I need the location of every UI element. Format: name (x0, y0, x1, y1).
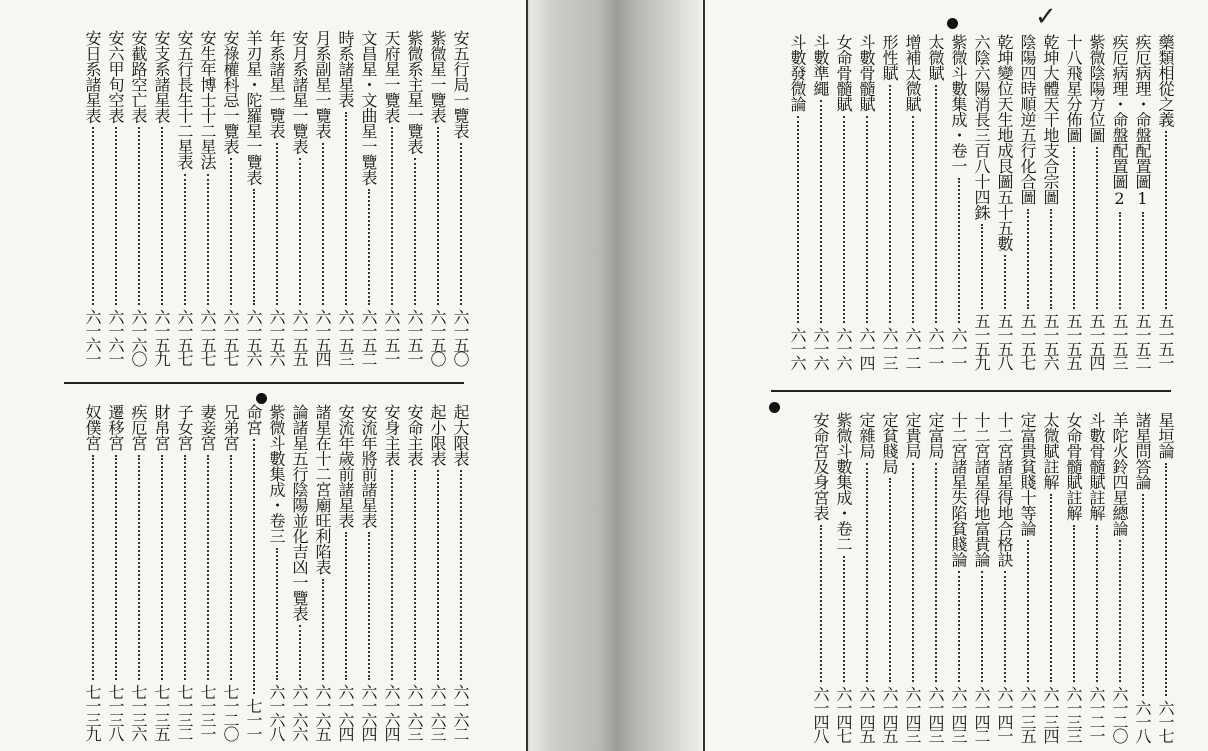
toc-entry-page-number: 五一五六 (1041, 313, 1060, 369)
toc-entry (924, 34, 947, 369)
toc-entry (1039, 34, 1062, 369)
toc-entry-title: 六陰六陽消長三百八十四銖 (972, 34, 991, 220)
dot-leader (1050, 494, 1052, 683)
toc-entry-page-number: 七一三八 (106, 684, 125, 740)
dot-leader (820, 100, 822, 323)
dot-leader (276, 548, 278, 681)
toc-entry (357, 30, 380, 365)
toc-entry-page-number: 五一五二 (1133, 313, 1152, 369)
dot-leader (138, 455, 140, 681)
toc-entry-page-number: 六一四三 (949, 686, 968, 742)
dot-leader (797, 116, 799, 324)
toc-entry-title: 安六甲旬空表 (106, 30, 125, 123)
toc-entry-title: 時系諸星表 (336, 30, 355, 108)
toc-entry-page-number: 六一六〇 (129, 309, 148, 365)
toc-entry-page-number: 七一一 (244, 698, 263, 740)
dot-leader (115, 455, 117, 681)
toc-entry-title: 疾厄病理・命盤配置圖1 (1133, 34, 1152, 208)
dot-leader (460, 143, 462, 306)
dot-leader (866, 463, 868, 683)
dot-leader (1027, 209, 1029, 310)
toc-entry (196, 404, 219, 740)
toc-entry-page-number: 七一三一 (198, 684, 217, 740)
toc-entry-title: 安支系諸星表 (152, 30, 171, 123)
toc-entry (878, 412, 901, 742)
toc-entry-page-number: 六一五〇 (451, 309, 470, 365)
toc-entry-title: 十二宮諸星得地合格訣 (995, 412, 1014, 567)
toc-entry (127, 404, 150, 740)
toc-entry-page-number: 五一五一 (1156, 313, 1175, 369)
toc-entry (855, 34, 878, 369)
toc-entry-page-number: 六一五一 (382, 309, 401, 365)
toc-entry-page-number: 六一四二 (972, 686, 991, 742)
toc-entry-title: 諸星問答論 (1133, 412, 1152, 490)
toc-entry (311, 404, 334, 740)
dot-leader (184, 174, 186, 306)
toc-entry-page-number: 七一三六 (129, 684, 148, 740)
toc-entry-page-number: 七一二〇 (221, 684, 240, 740)
toc-entry (426, 404, 449, 740)
toc-entry (288, 30, 311, 365)
toc-entry-page-number: 六一六四 (359, 684, 378, 740)
toc-entry-page-number: 六一八 (1133, 700, 1152, 742)
dot-leader (935, 85, 937, 324)
toc-entry (878, 34, 901, 369)
dot-leader (889, 478, 891, 682)
toc-entry-title: 增補太微賦 (903, 34, 922, 112)
toc-entry-title: 星垣論 (1156, 412, 1175, 459)
toc-entry (924, 412, 947, 742)
toc-entry (947, 412, 970, 742)
dot-leader (299, 625, 301, 680)
toc-entry-page-number: 六一六四 (336, 684, 355, 740)
toc-entry (449, 404, 472, 740)
toc-entry-page-number: 六一六六 (290, 684, 309, 740)
toc-entry (449, 30, 472, 365)
dot-leader (276, 143, 278, 306)
left-page (0, 0, 528, 751)
toc-entry (1108, 34, 1131, 369)
toc-entry (242, 404, 265, 740)
dot-leader (414, 470, 416, 680)
toc-entry-page-number: 五一五八 (995, 313, 1014, 369)
toc-entry-title: 羊陀火鈴四星總論 (1110, 412, 1129, 536)
dot-leader (322, 579, 324, 681)
toc-entry (1016, 34, 1039, 369)
dot-leader (322, 143, 324, 306)
dot-leader (414, 158, 416, 305)
dot-leader (253, 439, 255, 694)
toc-entry-title: 安命宮及身宮表 (811, 412, 830, 521)
toc-entry-page-number: 六一五二 (359, 309, 378, 365)
dot-leader (981, 571, 983, 682)
toc-entry-title: 安截路空亡表 (129, 30, 148, 123)
toc-entry (970, 412, 993, 742)
toc-entry-title: 紫微斗數集成・卷一 (949, 34, 968, 174)
dot-leader (912, 463, 914, 683)
dot-leader (92, 127, 94, 305)
toc-entry (334, 404, 357, 740)
toc-entry (173, 30, 196, 365)
right-page-bottom-toc (767, 412, 1177, 742)
section-divider (771, 390, 1171, 392)
toc-entry-page-number: 六一六三 (428, 684, 447, 740)
toc-entry (1062, 34, 1085, 369)
toc-entry-title: 羊刃星・陀羅星一覽表 (244, 30, 263, 185)
toc-entry-title: 形性賦 (880, 34, 899, 81)
toc-entry-title: 安生年博士十二星法 (198, 30, 217, 170)
toc-entry-page-number: 五一五五 (1064, 313, 1083, 369)
toc-entry-page-number: 六一五五 (290, 309, 309, 365)
toc-entry (832, 412, 855, 742)
toc-entry-title: 安命主表 (405, 404, 424, 466)
dot-leader (958, 571, 960, 682)
toc-entry-page-number: 六一四三 (926, 686, 945, 742)
dot-leader (437, 470, 439, 680)
section-divider (64, 382, 464, 384)
dot-leader (391, 470, 393, 680)
toc-entry-page-number: 七一三二 (175, 684, 194, 740)
toc-entry (1016, 412, 1039, 742)
toc-entry-page-number: 六一六 (788, 327, 807, 369)
dot-leader (935, 463, 937, 683)
toc-entry-page-number: 六一六三 (405, 684, 424, 740)
toc-entry-title: 斗數準繩 (811, 34, 830, 96)
toc-entry-title: 疾厄宮 (129, 404, 148, 451)
toc-entry (403, 30, 426, 365)
dot-leader (207, 174, 209, 306)
toc-entry-title: 太微賦 (926, 34, 945, 81)
toc-entry-page-number: 六一六二 (451, 684, 470, 740)
toc-entry-title: 陰陽四時順逆五行化合圖 (1018, 34, 1037, 205)
toc-entry (1085, 412, 1108, 742)
toc-entry-title: 女命骨髓賦 (834, 34, 853, 112)
toc-entry-title: 十八飛星分佈圖 (1064, 34, 1083, 143)
toc-entry-title: 藥類相從之義 (1156, 34, 1175, 127)
toc-entry (1108, 412, 1131, 742)
toc-entry-page-number: 六一三四 (1041, 686, 1060, 742)
toc-entry-page-number: 六一四八 (811, 686, 830, 742)
dot-leader (230, 455, 232, 681)
toc-entry-page-number: 六一六五 (313, 684, 332, 740)
toc-entry-title: 十二宮諸星得地富貴論 (972, 412, 991, 567)
dot-leader (1119, 540, 1121, 682)
dot-leader (1165, 131, 1167, 309)
toc-entry-title: 斗數骨髓賦註解 (1087, 412, 1106, 521)
toc-entry (380, 404, 403, 740)
toc-entry-title: 兄弟宮 (221, 404, 240, 451)
toc-entry (104, 404, 127, 740)
toc-entry-title: 紫微陰陽方位圖 (1087, 34, 1106, 143)
toc-entry-title: 諸星在十二宮廟旺利陷表 (313, 404, 332, 575)
toc-entry-page-number: 六一二一 (1087, 686, 1106, 742)
toc-entry-title: 定富局 (926, 412, 945, 459)
dot-leader (161, 455, 163, 681)
dot-leader (115, 127, 117, 305)
toc-entry-title: 起大限表 (451, 404, 470, 466)
toc-entry-page-number: 五一五九 (972, 313, 991, 369)
toc-entry-page-number: 六一三三 (1064, 686, 1083, 742)
toc-entry (104, 30, 127, 365)
dot-leader (1096, 147, 1098, 310)
toc-entry-title: 乾坤大體天干地支合宗圖 (1041, 34, 1060, 205)
toc-entry-title: 斗數骨髓賦 (857, 34, 876, 112)
toc-entry (970, 34, 993, 369)
toc-entry-page-number: 六一五七 (221, 309, 240, 365)
toc-entry-title: 十二宮諸星失陷貧賤論 (949, 412, 968, 567)
toc-entry-page-number: 六一六四 (382, 684, 401, 740)
toc-entry-title: 太微賦註解 (1041, 412, 1060, 490)
toc-entry-title: 安五行長生十二星表 (175, 30, 194, 170)
dot-leader (1004, 571, 1006, 682)
toc-entry-page-number: 六一六 (834, 327, 853, 369)
dot-leader (843, 556, 845, 683)
toc-entry-page-number: 六一四一 (995, 686, 1014, 742)
toc-entry (173, 404, 196, 740)
dot-leader (207, 455, 209, 681)
toc-entry (334, 30, 357, 365)
toc-entry-title: 天府星一覽表 (382, 30, 401, 123)
right-page-top-toc (767, 34, 1177, 369)
toc-entry-title: 遷移宮 (106, 404, 125, 451)
toc-entry (127, 30, 150, 365)
toc-entry-page-number: 六一三五 (1018, 686, 1037, 742)
toc-entry-page-number: 六一五四 (313, 309, 332, 365)
toc-entry (380, 30, 403, 365)
toc-entry-page-number: 六一五六 (267, 309, 286, 365)
dot-leader (1119, 212, 1121, 310)
toc-entry (219, 30, 242, 365)
toc-entry-page-number: 六一五九 (152, 309, 171, 365)
toc-entry-page-number: 六一四五 (857, 686, 876, 742)
toc-entry (855, 412, 878, 742)
toc-entry (1039, 412, 1062, 742)
dot-leader (912, 116, 914, 324)
toc-entry (901, 412, 924, 742)
toc-entry (150, 404, 173, 740)
toc-entry (901, 34, 924, 369)
dot-leader (345, 532, 347, 680)
toc-entry-title: 奴僕宮 (83, 404, 102, 451)
dot-leader (299, 158, 301, 305)
toc-entry (1154, 34, 1177, 369)
toc-entry-title: 起小限表 (428, 404, 447, 466)
toc-entry (265, 30, 288, 365)
toc-entry-page-number: 六一五一 (405, 309, 424, 365)
toc-entry-page-number: 六一六一 (106, 309, 125, 365)
book-spine-gutter (530, 0, 703, 751)
toc-entry (265, 404, 288, 740)
toc-entry (1131, 412, 1154, 742)
toc-entry (219, 404, 242, 740)
toc-entry-title: 安月系諸星一覽表 (290, 30, 309, 154)
toc-entry-page-number: 六一六 (811, 327, 830, 369)
dot-leader (1142, 212, 1144, 310)
toc-entry-page-number: 六一四五 (880, 686, 899, 742)
toc-entry (288, 404, 311, 740)
toc-entry (426, 30, 449, 365)
dot-leader (437, 127, 439, 305)
toc-entry (1131, 34, 1154, 369)
toc-entry-page-number: 六一五三 (336, 309, 355, 365)
toc-entry (357, 404, 380, 740)
toc-entry (81, 30, 104, 365)
toc-entry-page-number: 五一五四 (1087, 313, 1106, 369)
dot-leader (1073, 525, 1075, 683)
right-page (703, 0, 1208, 751)
toc-entry-title: 紫微系主星一覽表 (405, 30, 424, 154)
dot-leader (958, 178, 960, 324)
toc-entry (786, 34, 809, 369)
toc-entry-title: 安流年將前諸星表 (359, 404, 378, 528)
section-bullet (256, 393, 267, 404)
toc-entry-title: 安五行局一覽表 (451, 30, 470, 139)
toc-entry (242, 30, 265, 365)
toc-entry-title: 財帛宮 (152, 404, 171, 451)
dot-leader (820, 525, 822, 683)
toc-entry-title: 安身主表 (382, 404, 401, 466)
toc-entry (311, 30, 334, 365)
toc-entry (1085, 34, 1108, 369)
toc-entry-title: 紫微星一覽表 (428, 30, 447, 123)
toc-entry-page-number: 七一三九 (83, 684, 102, 740)
dot-leader (981, 224, 983, 309)
toc-entry-title: 年系諸星一覽表 (267, 30, 286, 139)
toc-entry-page-number: 六一二〇 (1110, 686, 1129, 742)
dot-leader (843, 116, 845, 324)
dot-leader (368, 532, 370, 680)
dot-leader (368, 189, 370, 305)
section-bullet (947, 18, 958, 29)
toc-entry-page-number: 六一五〇 (428, 309, 447, 365)
toc-entry-page-number: 五一五三 (1110, 313, 1129, 369)
toc-entry-page-number: 六一二 (903, 327, 922, 369)
toc-entry (1062, 412, 1085, 742)
dot-leader (161, 127, 163, 305)
toc-entry-page-number: 六一四三 (903, 686, 922, 742)
dot-leader (1073, 147, 1075, 310)
toc-entry-page-number: 六一四 (857, 327, 876, 369)
toc-entry-page-number: 六一五六 (244, 309, 263, 365)
toc-entry-page-number: 六一一 (926, 327, 945, 369)
dot-leader (1004, 255, 1006, 309)
toc-entry-page-number: 六一五七 (175, 309, 194, 365)
toc-entry (150, 30, 173, 365)
dot-leader (1050, 209, 1052, 310)
toc-entry-title: 紫微斗數集成・卷二 (834, 412, 853, 552)
dot-leader (391, 127, 393, 305)
toc-entry-title: 乾坤變位天生地成艮圖五十五數 (995, 34, 1014, 251)
dot-leader (866, 116, 868, 324)
toc-entry-page-number: 六一五七 (198, 309, 217, 365)
toc-entry-title: 安祿權科忌一覽表 (221, 30, 240, 154)
toc-entry (1154, 412, 1177, 742)
dot-leader (460, 470, 462, 680)
toc-entry-title: 定貴局 (903, 412, 922, 459)
toc-entry-title: 定富貴貧賤十等論 (1018, 412, 1037, 536)
toc-entry (403, 404, 426, 740)
toc-entry-title: 月系副星一覽表 (313, 30, 332, 139)
dot-leader (184, 455, 186, 681)
toc-entry-title: 子女宮 (175, 404, 194, 451)
left-page-bottom-toc (62, 404, 472, 740)
toc-entry (993, 34, 1016, 369)
toc-entry-page-number: 六一三 (880, 327, 899, 369)
toc-entry (993, 412, 1016, 742)
toc-entry-page-number: 六一四七 (834, 686, 853, 742)
dot-leader (345, 112, 347, 306)
dot-leader (1027, 540, 1029, 682)
toc-entry-title: 定貧賤局 (880, 412, 899, 474)
toc-entry-title: 論諸星五行陰陽並化吉凶一覽表 (290, 404, 309, 621)
dot-leader (92, 455, 94, 681)
toc-entry (809, 412, 832, 742)
toc-entry-page-number: 六一六一 (83, 309, 102, 365)
left-page-top-toc (62, 30, 472, 365)
toc-entry (81, 404, 104, 740)
toc-entry-title: 定雜局 (857, 412, 876, 459)
dot-leader (1096, 525, 1098, 683)
toc-entry-title: 命宮 (244, 404, 263, 435)
toc-entry-title: 疾厄病理・命盤配置圖2 (1110, 34, 1129, 208)
toc-entry-title: 安流年歲前諸星表 (336, 404, 355, 528)
check-mark-annotation: ✓ (1035, 2, 1057, 32)
dot-leader (1142, 494, 1144, 697)
dot-leader (1165, 463, 1167, 697)
toc-entry-page-number: 六一一 (949, 327, 968, 369)
dot-leader (253, 189, 255, 305)
toc-entry-title: 女命骨髓賦註解 (1064, 412, 1083, 521)
toc-entry-title: 妻妾宮 (198, 404, 217, 451)
toc-entry (947, 34, 970, 369)
toc-entry (809, 34, 832, 369)
toc-entry-page-number: 六一六八 (267, 684, 286, 740)
toc-entry-page-number: 七一三五 (152, 684, 171, 740)
dot-leader (889, 85, 891, 324)
toc-entry (196, 30, 219, 365)
toc-entry-title: 紫微斗數集成・卷三 (267, 404, 286, 544)
toc-entry (832, 34, 855, 369)
toc-entry-page-number: 六一七 (1156, 700, 1175, 742)
toc-entry-title: 斗數發微論 (788, 34, 807, 112)
toc-entry-title: 文昌星・文曲星一覽表 (359, 30, 378, 185)
toc-entry-title: 安日系諸星表 (83, 30, 102, 123)
dot-leader (230, 158, 232, 305)
toc-entry-page-number: 五一五七 (1018, 313, 1037, 369)
dot-leader (138, 127, 140, 305)
